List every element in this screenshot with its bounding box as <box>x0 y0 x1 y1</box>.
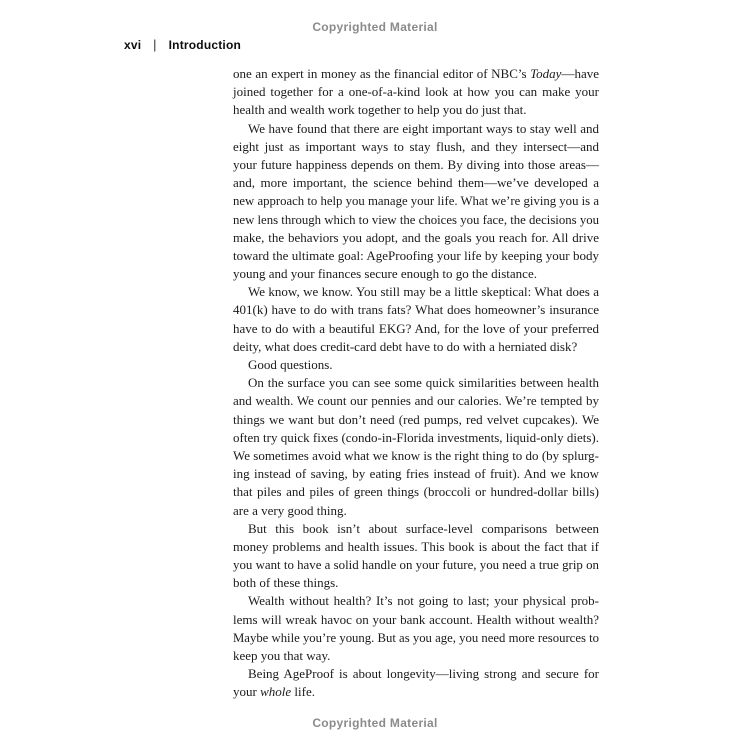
body-line: joined together for a one-of-a-kind look at how you can make your <box>233 84 599 100</box>
body-line: We know, we know. You still may be a little skeptical: What does a <box>248 284 599 300</box>
body-line: lems will wreak havoc on your bank account. Health without wealth? <box>233 611 599 627</box>
body-line: both of these things. <box>233 575 339 591</box>
body-line: one an expert in money as the financial editor of NBC’s Today—have <box>233 66 599 81</box>
body-line: toward the ultimate goal: AgeProofing your life by keeping your body <box>233 247 599 263</box>
body-line: Good questions. <box>248 357 333 372</box>
body-line: young and your finances secure enough to go the distance. <box>233 266 537 282</box>
body-line: But this book isn’t about surface-level comparisons between <box>248 520 599 536</box>
body-line: Maybe while you’re young. But as you age, you need more resources to <box>233 629 599 645</box>
body-line: your whole life. <box>233 684 315 700</box>
copyright-notice-bottom: Copyrighted Material <box>312 716 438 730</box>
body-line: often try quick fixes (condo-in-Florida investments, liquid-only diets). <box>233 429 599 445</box>
body-line: We sometimes avoid what we know is the right thing to do (by splurg- <box>233 447 599 463</box>
chapter-title: Introduction <box>168 38 242 52</box>
copyright-notice-top: Copyrighted Material <box>312 20 438 34</box>
body-line: that piles and piles of green things (broccoli or hundred-dollar bills) <box>233 484 599 500</box>
body-line: ing instead of saving, by eating fries instead of fruit). And we know <box>233 466 599 482</box>
body-line: things we want but don’t need (red pumps, red velvet cupcakes). We <box>233 411 599 427</box>
body-line: make, the behaviors you adopt, and the goals you reach for. All drive <box>233 229 599 245</box>
body-line: have to do with a beautiful EKG? And, for the love of your preferred <box>233 320 599 336</box>
body-line: health and wealth work together to help you do just that. <box>233 102 527 118</box>
body-line: Wealth without health? It’s not going to last; your physical prob- <box>248 593 599 609</box>
body-line: new lens through which to view the choices you face, the decisions you <box>233 211 599 227</box>
body-line: and wealth. We count our pennies and our calories. We’re tempted by <box>233 393 599 409</box>
body-line: deity, what does credit-card debt have to do with a herniated disk? <box>233 338 578 354</box>
body-text <box>233 65 599 702</box>
body-line: your future happiness depends on them. By diving into those areas— <box>233 156 599 172</box>
body-line: eight just as important ways to stay flush, and they intersect—and <box>233 138 599 154</box>
body-line: money problems and health issues. This book is about the fact that if <box>233 538 599 554</box>
body-line: are a very good thing. <box>233 502 347 518</box>
body-line: and, more important, the science behind them—we’ve developed a <box>233 175 599 191</box>
body-line: On the surface you can see some quick similarities between health <box>248 375 599 391</box>
body-line: Being AgeProof is about longevity—living strong and secure for <box>248 666 599 682</box>
body-line: keep you that way. <box>233 648 331 663</box>
page-header <box>124 38 241 52</box>
page-number: xvi <box>124 38 142 52</box>
body-line: you want to have a solid handle on your future, you need a true grip on <box>233 557 599 573</box>
body-line: new approach to help you manage your life. What we’re giving you is a <box>233 193 599 209</box>
header-separator: | <box>153 37 157 53</box>
body-line: We have found that there are eight important ways to stay well and <box>248 120 599 136</box>
body-line: 401(k) have to do with trans fats? What does homeowner’s insurance <box>233 302 599 318</box>
